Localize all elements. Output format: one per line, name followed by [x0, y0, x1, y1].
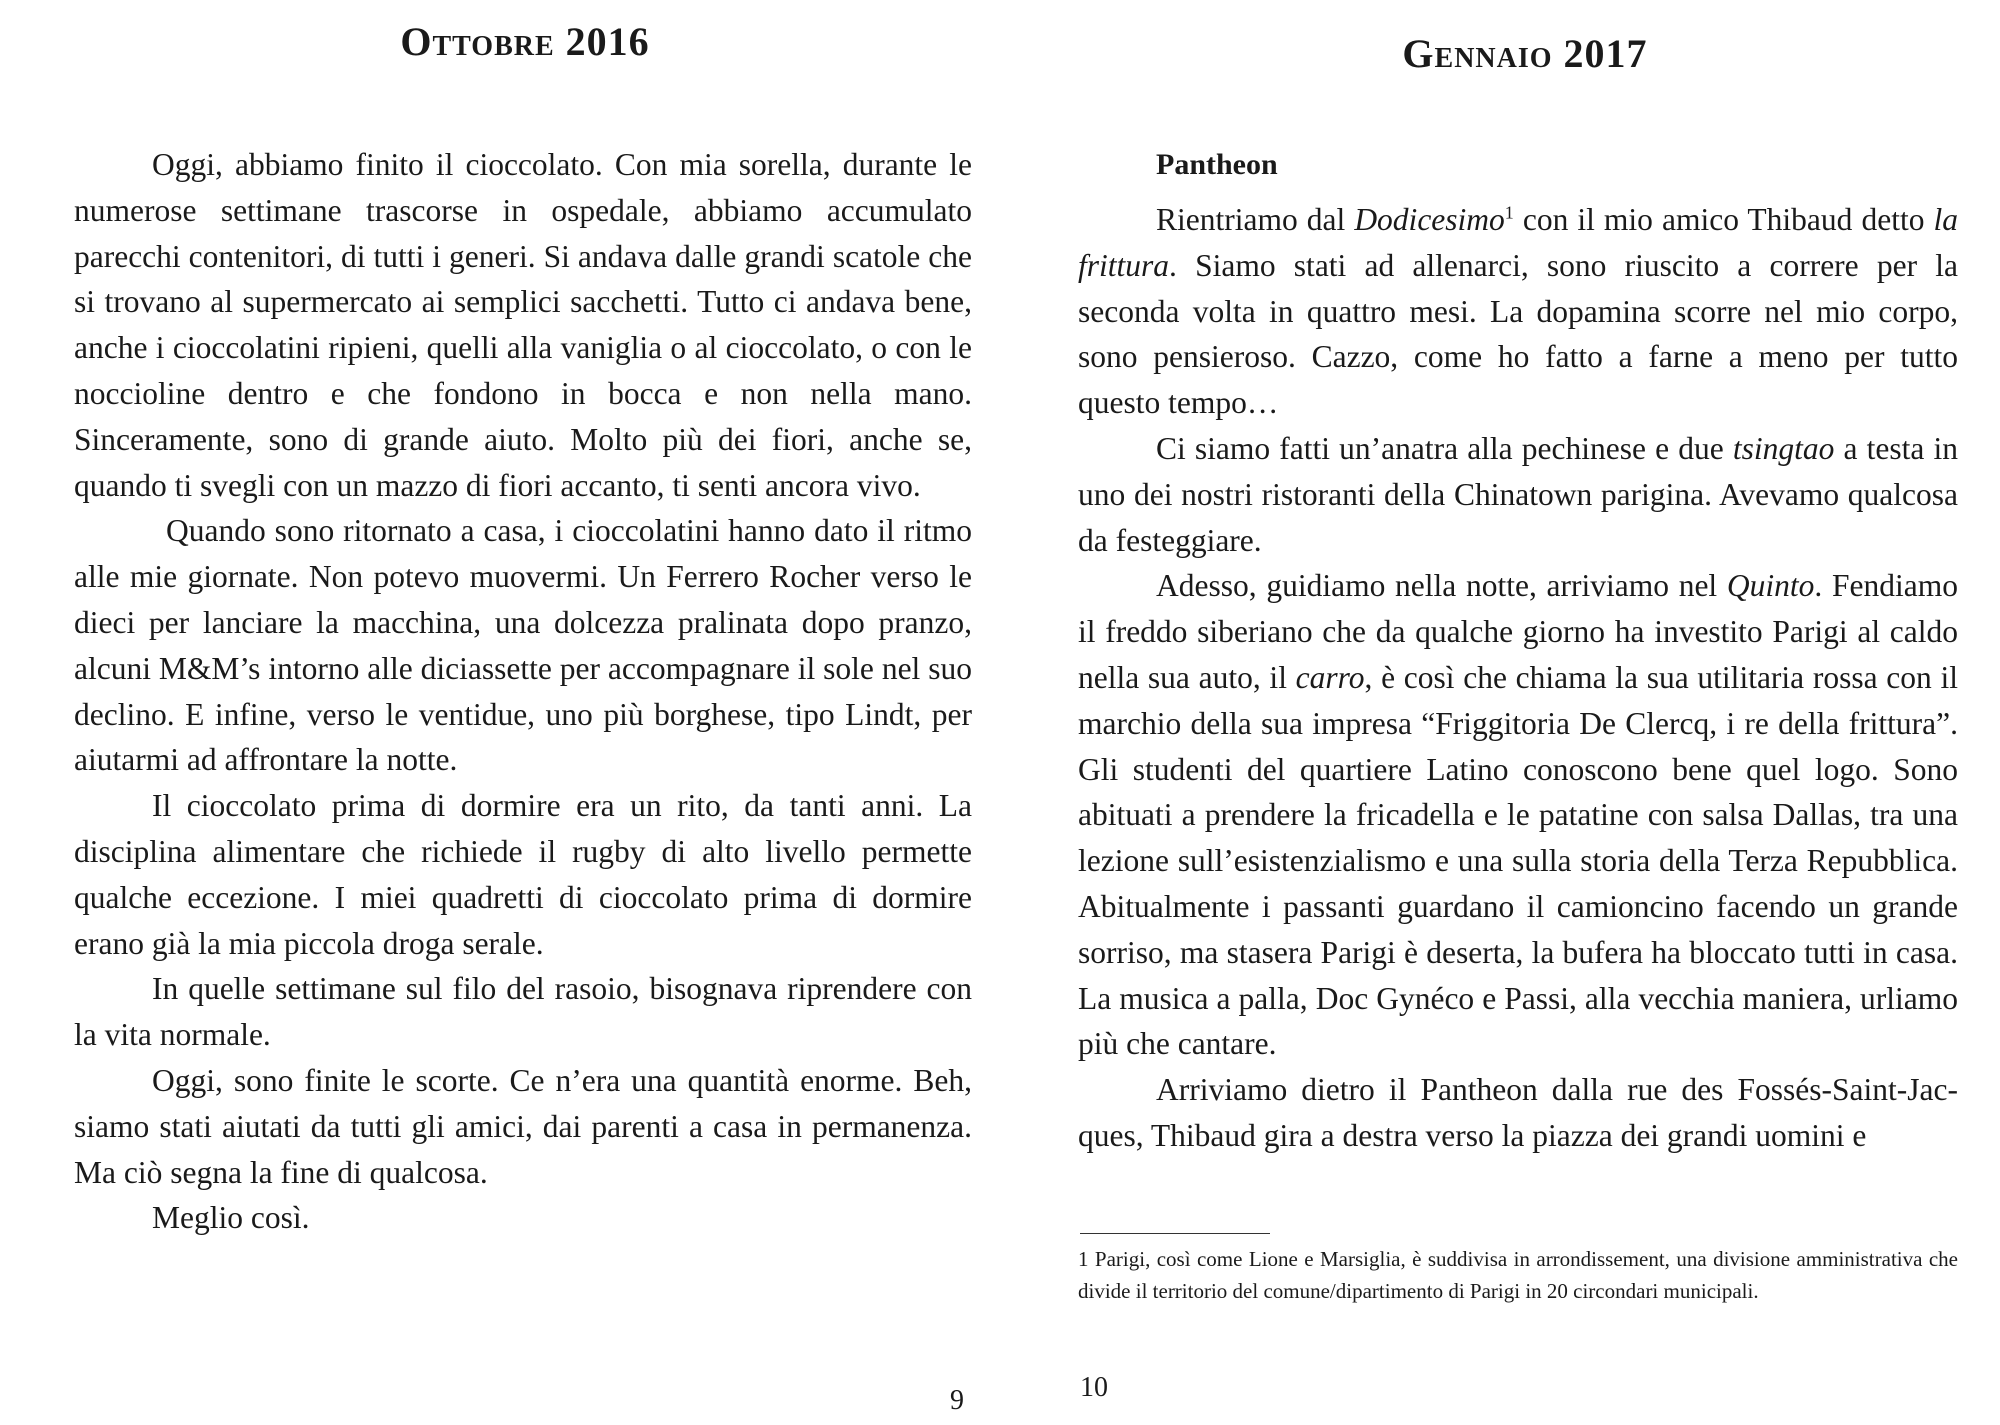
paragraph: Meglio così. [152, 1200, 310, 1236]
chapter-title: Gennaio 2017 [1402, 31, 1648, 76]
italic-text: tsingtao [1732, 430, 1835, 466]
paragraph [1078, 563, 1958, 1067]
footnote-divider [1080, 1233, 1270, 1234]
left-body-text [74, 142, 972, 1241]
chapter-title: Ottobre 2016 [400, 19, 650, 64]
italic-text: Dodicesimo [1354, 202, 1505, 237]
footnote-reference: 1 [1504, 202, 1514, 223]
text-run: Rientriamo dal [1156, 202, 1355, 237]
paragraph [1078, 426, 1958, 563]
text-run: . Siamo stati ad allenarci, sono riuscito a correre per la seconda volta in quattro mesi. La dopamina scorre nel mio corpo, sono pensieroso. Cazzo, come ho fatto a farne a meno per tutto questo tempo… [1078, 247, 1958, 421]
text-run: a testa in uno dei nostri ristoranti della Chinatown parigina. Avevamo qualcosa da festeggiare. [1078, 430, 1958, 558]
italic-text: la frittura [1078, 202, 1959, 283]
text-run: Ci siamo fatti un’anatra alla pechinese e due [1156, 430, 1733, 466]
paragraph: Oggi, abbiamo finito il cioccolato. Con mia sorella, durante le numerose settimane trascorse in ospedale, abbiamo accumulato parecchi contenitori, di tutti i generi. Si andava dalle grandi scatole che si trovano al supermercato ai semplici sacchetti. Tutto ci andava bene, anche i cioccolatini ripieni, quelli alla vaniglia o al cioccolato, o con le noccioline dentro e che fondono in bocca e non nella mano. Sinceramente, sono di grande aiuto. Molto più dei fiori, anche se, quando ti svegli con un mazzo di fiori accanto, ti senti ancora vivo. [74, 147, 972, 503]
section-heading: Pantheon [1156, 148, 1278, 181]
page-number: 9 [950, 1385, 964, 1416]
text-run: . Fendiamo il freddo siberiano che da qualche giorno ha investito Parigi al caldo nella sua auto, il [1078, 568, 1958, 695]
italic-text: carro [1295, 659, 1365, 695]
right-body-text [1078, 142, 1958, 1159]
paragraph: Quando sono ritornato a casa, i cioccolatini hanno dato il ritmo alle mie giornate. Non potevo muovermi. Un Ferrero Rocher verso le dieci per lanciare la macchina, una dolcezza pralinata dopo pranzo, alcuni M&M’s intorno alle diciassette per accompagnare il sole nel suo declino. E infine, verso le ventidue, uno più borghese, tipo Lindt, per aiutarmi ad affrontare la notte. [74, 513, 972, 778]
page-number: 10 [1080, 1372, 1108, 1403]
paragraph: In quelle settimane sul filo del rasoio, bisognava riprendere con la vita normale. [74, 971, 972, 1053]
footnote: 1 Parigi, così come Lione e Marsiglia, è suddivisa in arrondissement, una divisione amministrativa che divide il territorio del comune/dipartimento di Parigi in 20 circondari municipali. [1078, 1247, 1958, 1303]
text-run: con il mio amico Thibaud detto [1513, 202, 1934, 237]
paragraph: Arriviamo dietro il Pantheon dalla rue des Fossés-Saint-Jacques, Thibaud gira a destra verso la piazza dei grandi uomini e [1078, 1072, 1958, 1153]
italic-text: Quinto [1726, 568, 1815, 604]
text-run: Adesso, guidiamo nella notte, arriviamo nel [1156, 568, 1727, 604]
text-run: , è così che chiama la sua utilitaria rossa con il marchio della sua impresa “Friggitoria De Clercq, i re della frittura”. Gli studenti del quartiere Latino conoscono bene quel logo. Sono abituati a prendere la fricadella e le patatine con salsa Dallas, tra una lezione sull’esistenzialismo e una sulla storia della Terza Repubblica. Abitualmente i passanti guardano il camioncino facendo un grande sorriso, ma stasera Parigi è deserta, la bufera ha bloccato tutti in casa. La musica a palla, Doc Gynéco e Passi, alla vecchia maniera, urliamo più che cantare. [1078, 659, 1958, 1062]
paragraph [1078, 197, 1958, 426]
paragraph: Oggi, sono finite le scorte. Ce n’era una quantità enorme. Beh, siamo stati aiutati da tutti gli amici, dai parenti a casa in permanenza. Ma ciò segna la fine di qualcosa. [74, 1062, 972, 1190]
right-page [1000, 0, 2000, 1425]
paragraph: Il cioccolato prima di dormire era un rito, da tanti anni. La disciplina alimentare che richiede il rugby di alto livello permette qualche eccezione. I miei quadretti di cioccolato prima di dormire erano già la mia piccola droga serale. [74, 788, 972, 961]
